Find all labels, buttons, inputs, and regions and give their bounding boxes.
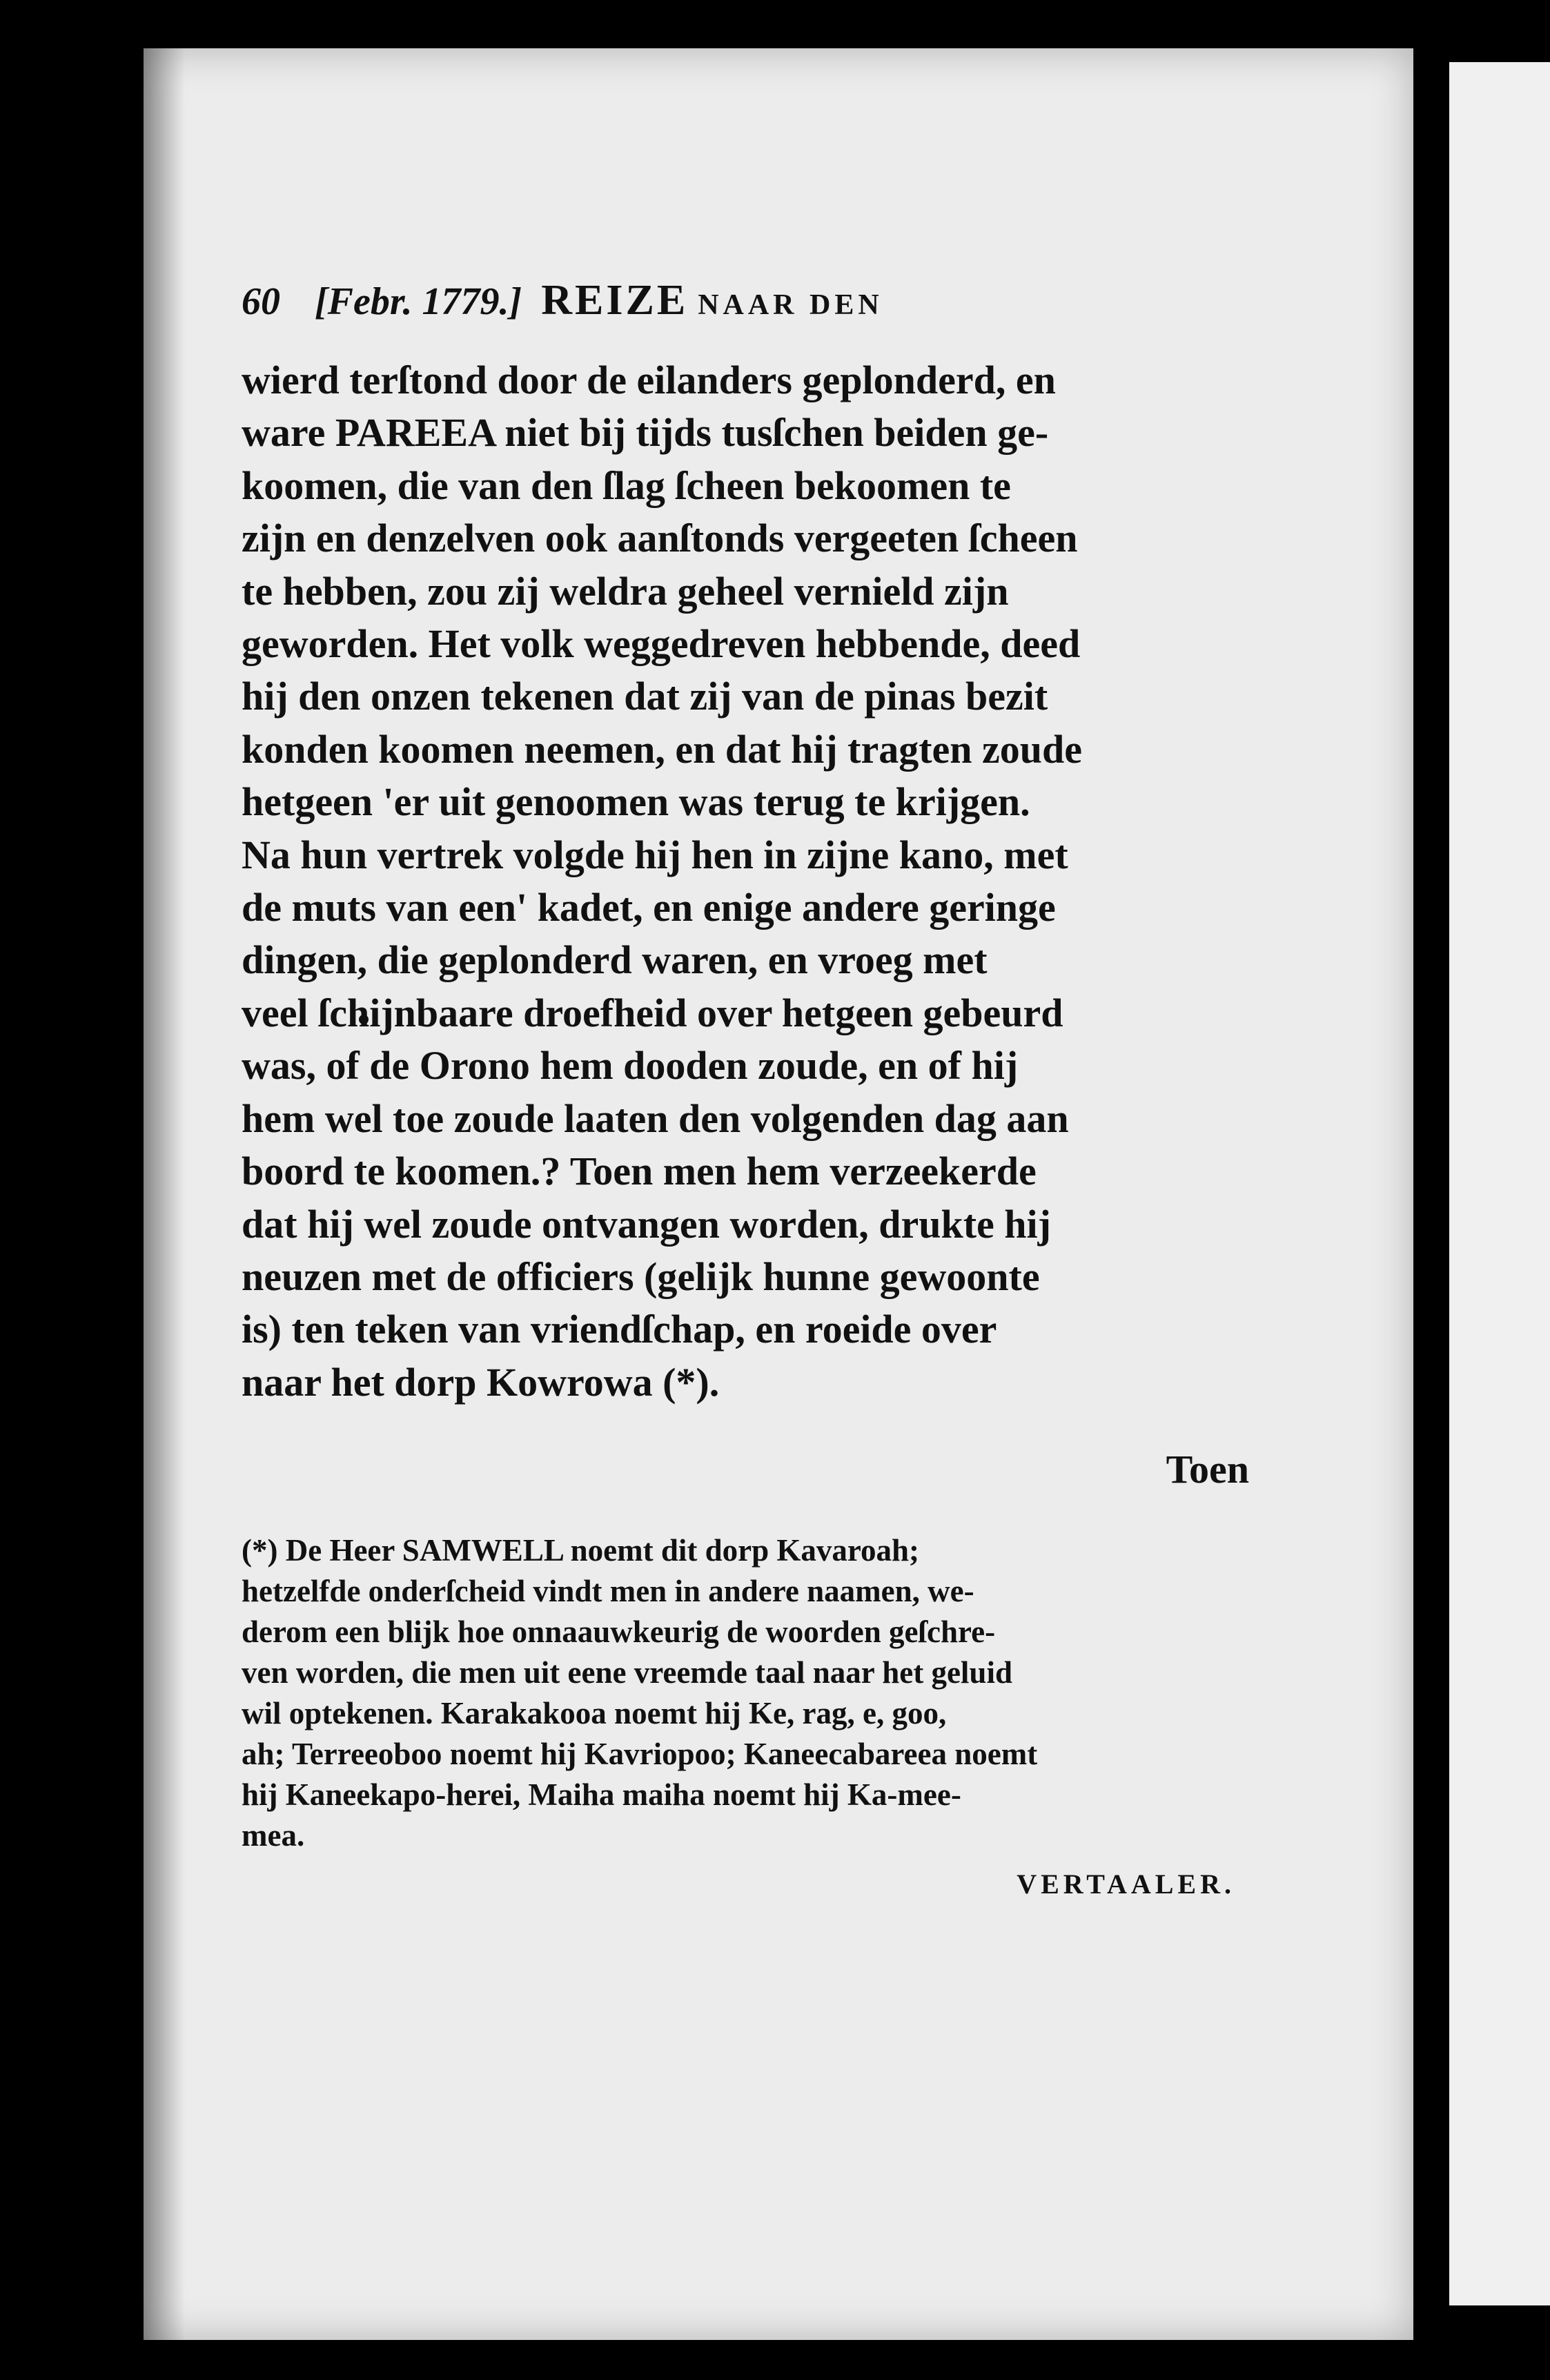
footnote-line: derom een blijk hoe onnaauwkeurig de woorden geſchre- [242, 1615, 996, 1650]
body-line: de muts van een' kadet, en enige andere geringe [242, 885, 1056, 930]
header-date: [Febr. 1779.] [315, 280, 522, 323]
body-line: geworden. Het volk weggedreven hebbende, deed [242, 621, 1081, 667]
running-header [242, 276, 1256, 329]
footnote-line: hij Kaneekapo-herei, Maiha maiha noemt hij Ka-mee- [242, 1777, 961, 1813]
body-line: dingen, die geplonderd waren, en vroeg met [242, 937, 988, 983]
catchword: Toen [1166, 1447, 1249, 1492]
footnote-line: hetzelfde onderſcheid vindt men in andere naamen, we- [242, 1574, 974, 1609]
body-line: koomen, die van den ſlag ſcheen bekoomen te [242, 462, 1011, 508]
body-line: dat hij wel zoude ontvangen worden, drukte hij [242, 1201, 1051, 1247]
footnote-line: mea. [242, 1818, 305, 1853]
body-line: zijn en denzelven ook aanſtonds vergeeten ſcheen [242, 516, 1078, 561]
body-line: boord te koomen.? Toen men hem verzeekerde [242, 1149, 1037, 1194]
body-line: is) ten teken van vriendſchap, en roeide over [242, 1307, 997, 1352]
film-edge [0, 0, 1550, 28]
body-line: was, of de Orono hem dooden zoude, en of hij [242, 1043, 1019, 1089]
page-gutter [1413, 48, 1449, 2347]
footnote-line: ah; Terreeoboo noemt hij Kavriopoo; Kaneecabareea noemt [242, 1737, 1038, 1772]
running-title: REIZE [541, 277, 689, 324]
body-line: konden koomen neemen, en dat hij tragten zoude [242, 726, 1083, 772]
running-title-continuation: NAAR DEN [698, 289, 883, 321]
page-shadow [144, 48, 185, 2340]
body-line: veel ſchijnbaare droefheid over hetgeen gebeurd [242, 990, 1063, 1035]
body-line: hem wel toe zoude laaten den volgenden dag aan [242, 1095, 1069, 1141]
footnote-line: (*) De Heer SAMWELL noemt dit dorp Kavaroah; [242, 1533, 920, 1568]
body-line: hij den onzen tekenen dat zij van de pinas bezit [242, 674, 1048, 719]
body-text [242, 354, 1256, 1409]
footnote-line: wil optekenen. Karakakooa noemt hij Ke, rag, e, goo, [242, 1696, 947, 1731]
body-line: naar het dorp Kowrowa (*). [242, 1359, 720, 1405]
body-line: te hebben, zou zij weldra geheel vernield zijn [242, 568, 1009, 614]
body-line: hetgeen 'er uit genoomen was terug te krijgen. [242, 779, 1030, 825]
facing-page-edge [1449, 62, 1550, 2305]
body-line: neuzen met de officiers (gelijk hunne gewoonte [242, 1254, 1040, 1299]
footnote-line: ven worden, die men uit eene vreemde taal naar het geluid [242, 1655, 1012, 1690]
page-text [242, 276, 1256, 1909]
page-number: 60 [242, 280, 280, 323]
body-line: wierd terſtond door de eilanders geplonderd, en [242, 358, 1056, 402]
body-line: Na hun vertrek volgde hij hen in zijne kano, met [242, 832, 1068, 877]
body-line: ware PAREEA niet bij tijds tusſchen beiden ge- [242, 410, 1049, 456]
footnote-signature: VERTAALER. [1017, 1869, 1235, 1900]
footnote [242, 1530, 1256, 1909]
